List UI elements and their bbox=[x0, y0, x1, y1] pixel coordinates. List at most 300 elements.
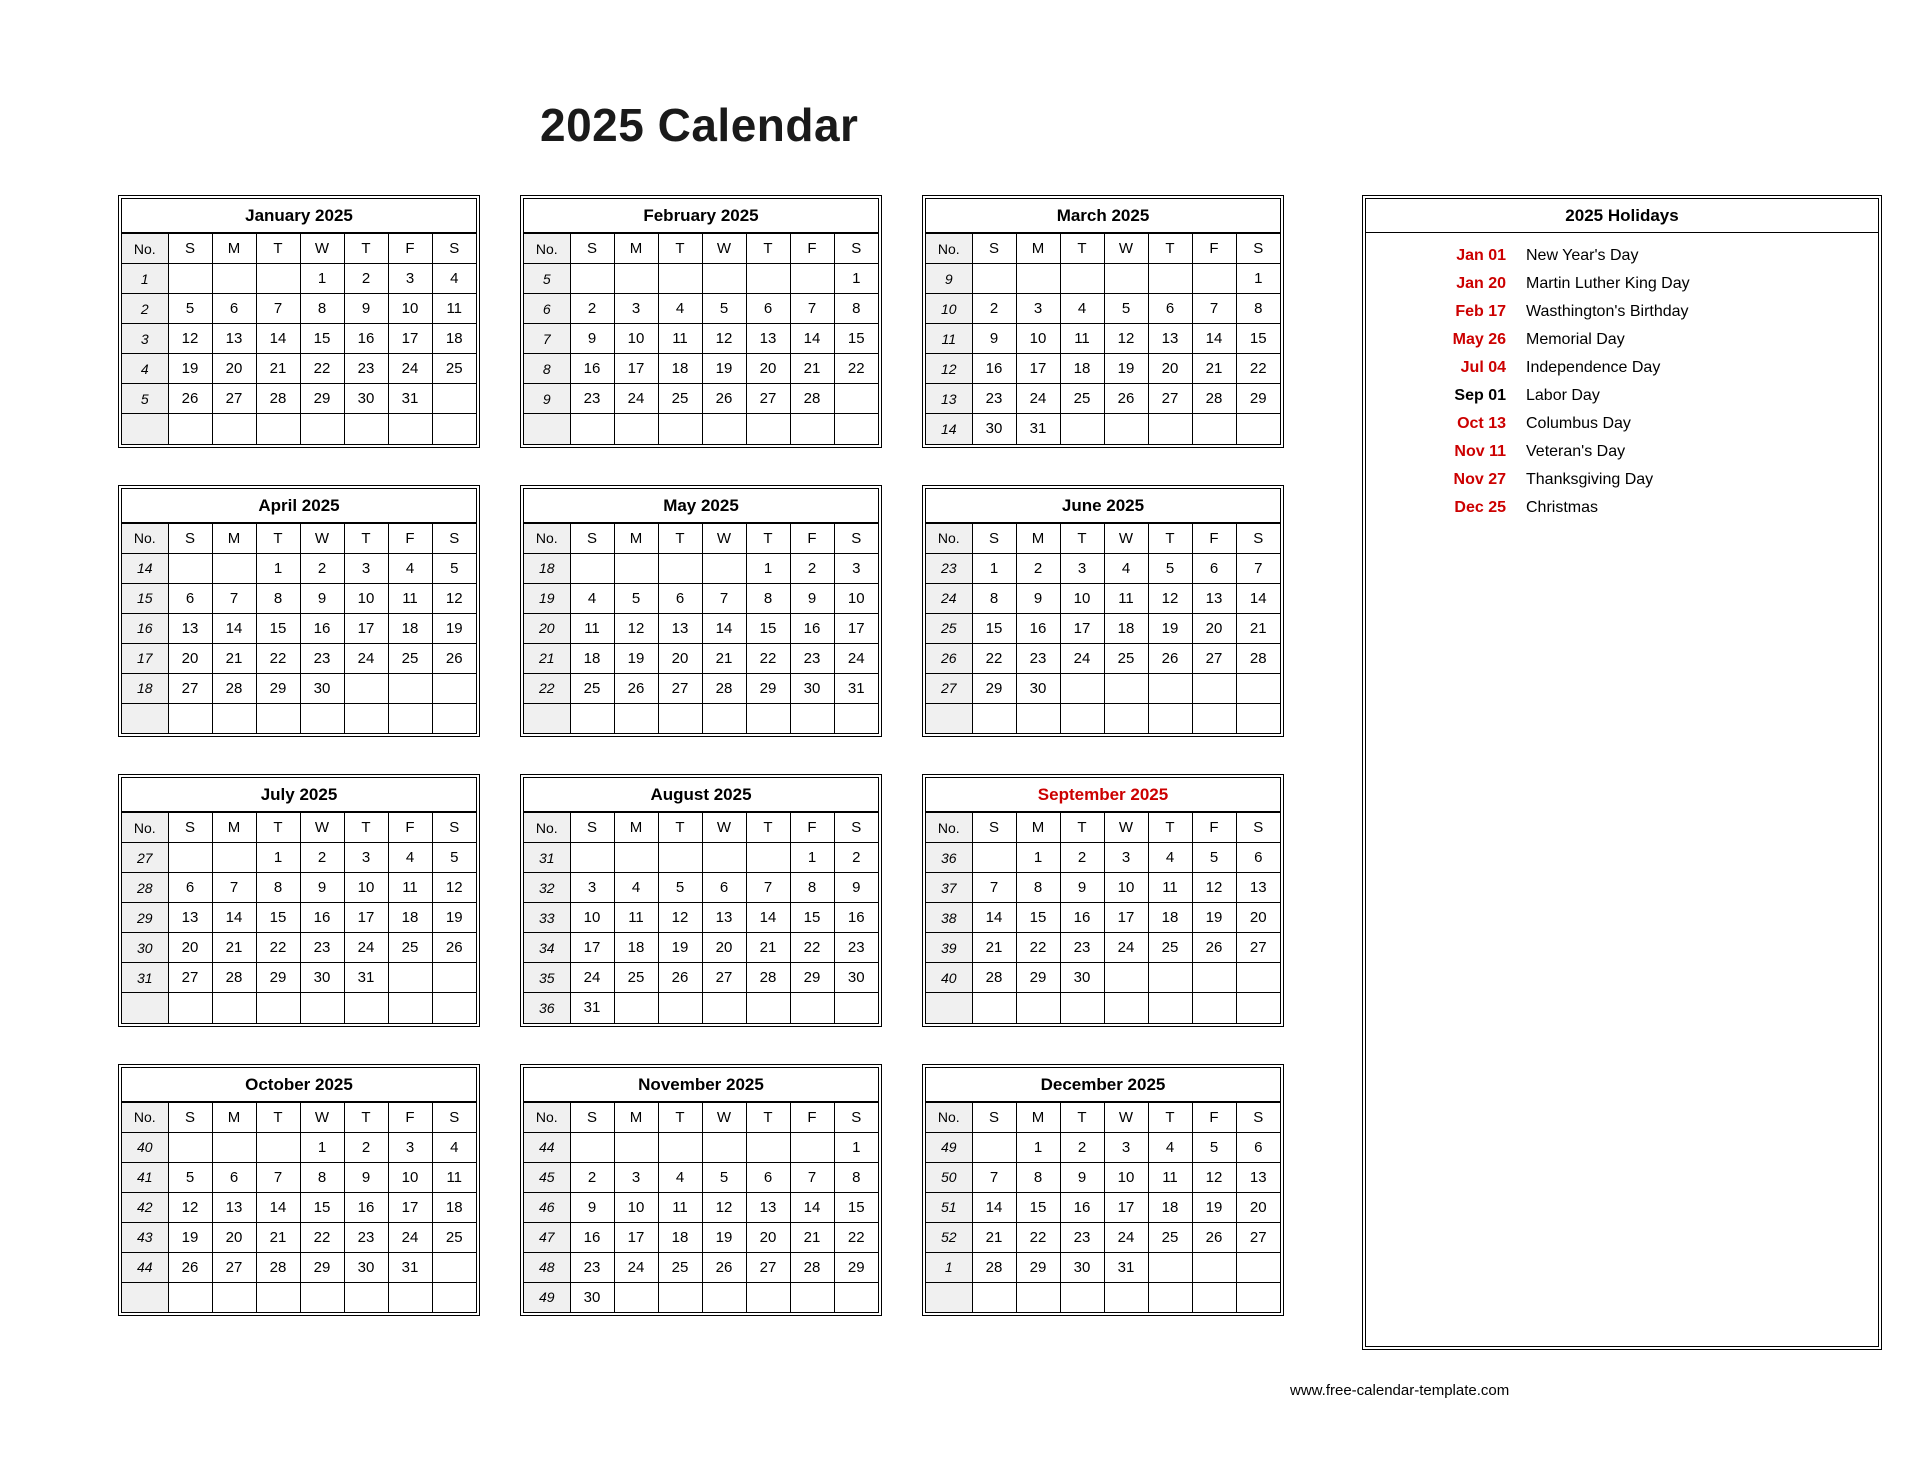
day-cell[interactable]: 6 bbox=[702, 873, 746, 903]
day-cell[interactable]: 26 bbox=[432, 933, 476, 963]
day-cell[interactable]: 27 bbox=[212, 1252, 256, 1282]
day-cell[interactable]: 3 bbox=[614, 1162, 658, 1192]
day-cell[interactable]: 8 bbox=[300, 1162, 344, 1192]
day-cell[interactable]: 20 bbox=[168, 643, 212, 673]
day-cell[interactable]: 3 bbox=[1016, 294, 1060, 324]
day-cell[interactable]: 4 bbox=[1104, 553, 1148, 583]
day-cell[interactable]: 4 bbox=[1060, 294, 1104, 324]
day-cell[interactable] bbox=[658, 993, 702, 1023]
day-cell[interactable]: 1 bbox=[1236, 264, 1280, 294]
day-cell[interactable]: 1 bbox=[300, 264, 344, 294]
day-cell[interactable] bbox=[1148, 963, 1192, 993]
day-cell[interactable] bbox=[658, 264, 702, 294]
day-cell[interactable] bbox=[168, 1132, 212, 1162]
day-cell[interactable]: 6 bbox=[1148, 294, 1192, 324]
day-cell[interactable]: 13 bbox=[168, 903, 212, 933]
day-cell[interactable]: 20 bbox=[1236, 903, 1280, 933]
day-cell[interactable]: 29 bbox=[972, 673, 1016, 703]
day-cell[interactable]: 24 bbox=[570, 963, 614, 993]
day-cell[interactable]: 4 bbox=[388, 553, 432, 583]
day-cell[interactable]: 27 bbox=[658, 673, 702, 703]
day-cell[interactable] bbox=[344, 1282, 388, 1312]
day-cell[interactable]: 7 bbox=[746, 873, 790, 903]
day-cell[interactable] bbox=[702, 264, 746, 294]
day-cell[interactable] bbox=[388, 1282, 432, 1312]
day-cell[interactable]: 26 bbox=[168, 384, 212, 414]
day-cell[interactable]: 15 bbox=[300, 1192, 344, 1222]
day-cell[interactable]: 21 bbox=[1192, 354, 1236, 384]
day-cell[interactable]: 11 bbox=[388, 583, 432, 613]
day-cell[interactable] bbox=[702, 703, 746, 733]
day-cell[interactable] bbox=[972, 843, 1016, 873]
day-cell[interactable]: 29 bbox=[256, 963, 300, 993]
day-cell[interactable] bbox=[1192, 1252, 1236, 1282]
day-cell[interactable]: 13 bbox=[1192, 583, 1236, 613]
day-cell[interactable]: 27 bbox=[1236, 933, 1280, 963]
day-cell[interactable]: 4 bbox=[658, 294, 702, 324]
day-cell[interactable] bbox=[746, 414, 790, 444]
day-cell[interactable]: 1 bbox=[834, 1132, 878, 1162]
day-cell[interactable] bbox=[212, 703, 256, 733]
day-cell[interactable] bbox=[1192, 673, 1236, 703]
day-cell[interactable]: 26 bbox=[1104, 384, 1148, 414]
day-cell[interactable] bbox=[614, 993, 658, 1023]
day-cell[interactable]: 26 bbox=[702, 1252, 746, 1282]
day-cell[interactable]: 28 bbox=[790, 1252, 834, 1282]
day-cell[interactable]: 16 bbox=[570, 354, 614, 384]
day-cell[interactable] bbox=[614, 843, 658, 873]
day-cell[interactable]: 10 bbox=[344, 873, 388, 903]
day-cell[interactable]: 24 bbox=[1060, 643, 1104, 673]
day-cell[interactable]: 29 bbox=[1016, 963, 1060, 993]
day-cell[interactable]: 22 bbox=[972, 643, 1016, 673]
day-cell[interactable]: 20 bbox=[1192, 613, 1236, 643]
day-cell[interactable]: 2 bbox=[344, 1132, 388, 1162]
day-cell[interactable] bbox=[212, 843, 256, 873]
day-cell[interactable] bbox=[1016, 703, 1060, 733]
day-cell[interactable]: 27 bbox=[168, 963, 212, 993]
day-cell[interactable]: 13 bbox=[212, 324, 256, 354]
day-cell[interactable]: 12 bbox=[1104, 324, 1148, 354]
day-cell[interactable]: 4 bbox=[570, 583, 614, 613]
day-cell[interactable]: 9 bbox=[834, 873, 878, 903]
day-cell[interactable] bbox=[702, 843, 746, 873]
day-cell[interactable]: 29 bbox=[790, 963, 834, 993]
day-cell[interactable]: 17 bbox=[388, 324, 432, 354]
day-cell[interactable] bbox=[168, 703, 212, 733]
day-cell[interactable]: 29 bbox=[300, 384, 344, 414]
day-cell[interactable] bbox=[614, 553, 658, 583]
day-cell[interactable]: 18 bbox=[1104, 613, 1148, 643]
day-cell[interactable]: 14 bbox=[256, 324, 300, 354]
day-cell[interactable]: 23 bbox=[834, 933, 878, 963]
day-cell[interactable]: 16 bbox=[300, 613, 344, 643]
day-cell[interactable] bbox=[570, 703, 614, 733]
day-cell[interactable]: 17 bbox=[614, 354, 658, 384]
day-cell[interactable]: 4 bbox=[432, 264, 476, 294]
day-cell[interactable]: 30 bbox=[344, 1252, 388, 1282]
day-cell[interactable] bbox=[300, 414, 344, 444]
day-cell[interactable]: 17 bbox=[570, 933, 614, 963]
day-cell[interactable]: 3 bbox=[388, 1132, 432, 1162]
day-cell[interactable]: 4 bbox=[432, 1132, 476, 1162]
day-cell[interactable]: 8 bbox=[972, 583, 1016, 613]
day-cell[interactable]: 7 bbox=[212, 583, 256, 613]
day-cell[interactable]: 17 bbox=[344, 613, 388, 643]
day-cell[interactable] bbox=[570, 1132, 614, 1162]
day-cell[interactable]: 11 bbox=[614, 903, 658, 933]
day-cell[interactable]: 30 bbox=[1060, 1252, 1104, 1282]
day-cell[interactable] bbox=[168, 843, 212, 873]
day-cell[interactable] bbox=[570, 553, 614, 583]
day-cell[interactable] bbox=[1016, 1282, 1060, 1312]
day-cell[interactable] bbox=[432, 993, 476, 1023]
day-cell[interactable]: 15 bbox=[972, 613, 1016, 643]
day-cell[interactable] bbox=[1060, 993, 1104, 1023]
day-cell[interactable]: 19 bbox=[614, 643, 658, 673]
day-cell[interactable]: 15 bbox=[300, 324, 344, 354]
day-cell[interactable] bbox=[1148, 264, 1192, 294]
day-cell[interactable]: 2 bbox=[972, 294, 1016, 324]
day-cell[interactable]: 21 bbox=[1236, 613, 1280, 643]
day-cell[interactable]: 10 bbox=[1016, 324, 1060, 354]
day-cell[interactable]: 20 bbox=[702, 933, 746, 963]
day-cell[interactable] bbox=[432, 963, 476, 993]
day-cell[interactable]: 16 bbox=[344, 324, 388, 354]
day-cell[interactable]: 21 bbox=[212, 933, 256, 963]
day-cell[interactable]: 24 bbox=[344, 933, 388, 963]
day-cell[interactable] bbox=[702, 1282, 746, 1312]
day-cell[interactable] bbox=[388, 703, 432, 733]
day-cell[interactable] bbox=[1236, 993, 1280, 1023]
day-cell[interactable] bbox=[1148, 993, 1192, 1023]
day-cell[interactable]: 6 bbox=[658, 583, 702, 613]
day-cell[interactable] bbox=[1104, 414, 1148, 444]
day-cell[interactable]: 19 bbox=[168, 354, 212, 384]
day-cell[interactable]: 19 bbox=[432, 903, 476, 933]
day-cell[interactable] bbox=[432, 703, 476, 733]
day-cell[interactable]: 9 bbox=[300, 873, 344, 903]
day-cell[interactable]: 21 bbox=[256, 1222, 300, 1252]
day-cell[interactable] bbox=[168, 414, 212, 444]
day-cell[interactable]: 14 bbox=[790, 324, 834, 354]
day-cell[interactable]: 28 bbox=[790, 384, 834, 414]
day-cell[interactable]: 13 bbox=[212, 1192, 256, 1222]
day-cell[interactable]: 10 bbox=[1104, 873, 1148, 903]
day-cell[interactable]: 21 bbox=[256, 354, 300, 384]
day-cell[interactable] bbox=[1104, 963, 1148, 993]
day-cell[interactable] bbox=[702, 1132, 746, 1162]
day-cell[interactable] bbox=[658, 414, 702, 444]
day-cell[interactable]: 21 bbox=[972, 1222, 1016, 1252]
day-cell[interactable]: 7 bbox=[972, 1162, 1016, 1192]
day-cell[interactable] bbox=[1148, 414, 1192, 444]
day-cell[interactable]: 2 bbox=[1016, 553, 1060, 583]
day-cell[interactable]: 1 bbox=[1016, 843, 1060, 873]
day-cell[interactable] bbox=[570, 843, 614, 873]
day-cell[interactable]: 9 bbox=[790, 583, 834, 613]
day-cell[interactable]: 14 bbox=[790, 1192, 834, 1222]
day-cell[interactable]: 10 bbox=[1104, 1162, 1148, 1192]
day-cell[interactable]: 8 bbox=[1016, 1162, 1060, 1192]
day-cell[interactable]: 2 bbox=[570, 1162, 614, 1192]
day-cell[interactable]: 9 bbox=[570, 324, 614, 354]
day-cell[interactable] bbox=[256, 264, 300, 294]
day-cell[interactable]: 3 bbox=[388, 264, 432, 294]
day-cell[interactable] bbox=[790, 703, 834, 733]
day-cell[interactable]: 30 bbox=[834, 963, 878, 993]
day-cell[interactable]: 23 bbox=[570, 1252, 614, 1282]
day-cell[interactable]: 29 bbox=[1016, 1252, 1060, 1282]
day-cell[interactable]: 2 bbox=[300, 843, 344, 873]
day-cell[interactable]: 6 bbox=[746, 1162, 790, 1192]
day-cell[interactable]: 11 bbox=[658, 1192, 702, 1222]
day-cell[interactable] bbox=[834, 993, 878, 1023]
day-cell[interactable]: 13 bbox=[746, 1192, 790, 1222]
day-cell[interactable] bbox=[790, 1282, 834, 1312]
day-cell[interactable]: 31 bbox=[834, 673, 878, 703]
day-cell[interactable]: 22 bbox=[300, 1222, 344, 1252]
day-cell[interactable]: 10 bbox=[344, 583, 388, 613]
day-cell[interactable]: 12 bbox=[432, 583, 476, 613]
day-cell[interactable]: 5 bbox=[1192, 843, 1236, 873]
day-cell[interactable]: 3 bbox=[344, 843, 388, 873]
day-cell[interactable]: 12 bbox=[702, 1192, 746, 1222]
day-cell[interactable]: 28 bbox=[256, 384, 300, 414]
day-cell[interactable]: 5 bbox=[168, 1162, 212, 1192]
day-cell[interactable] bbox=[834, 414, 878, 444]
day-cell[interactable] bbox=[1192, 703, 1236, 733]
day-cell[interactable]: 24 bbox=[1104, 1222, 1148, 1252]
day-cell[interactable] bbox=[972, 1132, 1016, 1162]
day-cell[interactable]: 7 bbox=[702, 583, 746, 613]
day-cell[interactable] bbox=[614, 414, 658, 444]
day-cell[interactable]: 23 bbox=[1060, 1222, 1104, 1252]
day-cell[interactable]: 26 bbox=[702, 384, 746, 414]
day-cell[interactable]: 17 bbox=[614, 1222, 658, 1252]
day-cell[interactable]: 22 bbox=[300, 354, 344, 384]
day-cell[interactable]: 23 bbox=[344, 1222, 388, 1252]
day-cell[interactable]: 31 bbox=[388, 384, 432, 414]
day-cell[interactable] bbox=[1148, 1282, 1192, 1312]
day-cell[interactable]: 15 bbox=[1236, 324, 1280, 354]
day-cell[interactable]: 31 bbox=[570, 993, 614, 1023]
day-cell[interactable]: 30 bbox=[972, 414, 1016, 444]
day-cell[interactable]: 12 bbox=[1192, 873, 1236, 903]
day-cell[interactable]: 2 bbox=[834, 843, 878, 873]
day-cell[interactable] bbox=[432, 673, 476, 703]
day-cell[interactable] bbox=[746, 264, 790, 294]
day-cell[interactable] bbox=[746, 703, 790, 733]
day-cell[interactable]: 7 bbox=[1236, 553, 1280, 583]
day-cell[interactable]: 9 bbox=[344, 1162, 388, 1192]
day-cell[interactable]: 9 bbox=[1060, 873, 1104, 903]
day-cell[interactable]: 15 bbox=[1016, 1192, 1060, 1222]
day-cell[interactable]: 6 bbox=[746, 294, 790, 324]
day-cell[interactable]: 1 bbox=[256, 553, 300, 583]
day-cell[interactable]: 11 bbox=[432, 294, 476, 324]
day-cell[interactable] bbox=[834, 703, 878, 733]
day-cell[interactable]: 19 bbox=[1104, 354, 1148, 384]
day-cell[interactable]: 27 bbox=[168, 673, 212, 703]
day-cell[interactable] bbox=[614, 1132, 658, 1162]
day-cell[interactable] bbox=[1060, 414, 1104, 444]
day-cell[interactable]: 21 bbox=[790, 354, 834, 384]
day-cell[interactable]: 16 bbox=[1016, 613, 1060, 643]
day-cell[interactable] bbox=[834, 1282, 878, 1312]
day-cell[interactable]: 19 bbox=[168, 1222, 212, 1252]
day-cell[interactable]: 1 bbox=[746, 553, 790, 583]
day-cell[interactable]: 28 bbox=[1236, 643, 1280, 673]
day-cell[interactable]: 5 bbox=[432, 553, 476, 583]
day-cell[interactable] bbox=[344, 993, 388, 1023]
day-cell[interactable]: 3 bbox=[834, 553, 878, 583]
day-cell[interactable]: 24 bbox=[1104, 933, 1148, 963]
day-cell[interactable]: 24 bbox=[388, 354, 432, 384]
day-cell[interactable]: 25 bbox=[658, 384, 702, 414]
day-cell[interactable]: 2 bbox=[790, 553, 834, 583]
day-cell[interactable]: 3 bbox=[570, 873, 614, 903]
day-cell[interactable] bbox=[344, 414, 388, 444]
day-cell[interactable]: 13 bbox=[1236, 1162, 1280, 1192]
day-cell[interactable]: 30 bbox=[1060, 963, 1104, 993]
day-cell[interactable] bbox=[388, 673, 432, 703]
day-cell[interactable]: 17 bbox=[1104, 903, 1148, 933]
day-cell[interactable]: 22 bbox=[1236, 354, 1280, 384]
day-cell[interactable]: 18 bbox=[570, 643, 614, 673]
day-cell[interactable]: 22 bbox=[1016, 933, 1060, 963]
day-cell[interactable]: 3 bbox=[614, 294, 658, 324]
day-cell[interactable] bbox=[1016, 993, 1060, 1023]
day-cell[interactable]: 27 bbox=[1192, 643, 1236, 673]
day-cell[interactable] bbox=[1236, 963, 1280, 993]
day-cell[interactable]: 15 bbox=[1016, 903, 1060, 933]
day-cell[interactable]: 30 bbox=[344, 384, 388, 414]
day-cell[interactable]: 20 bbox=[212, 1222, 256, 1252]
day-cell[interactable]: 27 bbox=[746, 1252, 790, 1282]
day-cell[interactable] bbox=[790, 1132, 834, 1162]
day-cell[interactable]: 21 bbox=[702, 643, 746, 673]
day-cell[interactable]: 23 bbox=[1060, 933, 1104, 963]
day-cell[interactable]: 16 bbox=[1060, 1192, 1104, 1222]
day-cell[interactable]: 22 bbox=[1016, 1222, 1060, 1252]
day-cell[interactable] bbox=[388, 993, 432, 1023]
day-cell[interactable]: 7 bbox=[212, 873, 256, 903]
day-cell[interactable]: 18 bbox=[432, 1192, 476, 1222]
day-cell[interactable]: 8 bbox=[256, 873, 300, 903]
day-cell[interactable]: 2 bbox=[570, 294, 614, 324]
day-cell[interactable]: 11 bbox=[1060, 324, 1104, 354]
day-cell[interactable]: 24 bbox=[614, 384, 658, 414]
day-cell[interactable] bbox=[658, 703, 702, 733]
day-cell[interactable]: 9 bbox=[1016, 583, 1060, 613]
day-cell[interactable]: 28 bbox=[746, 963, 790, 993]
day-cell[interactable] bbox=[1192, 963, 1236, 993]
day-cell[interactable]: 14 bbox=[212, 903, 256, 933]
day-cell[interactable] bbox=[790, 993, 834, 1023]
day-cell[interactable]: 6 bbox=[168, 583, 212, 613]
day-cell[interactable]: 2 bbox=[300, 553, 344, 583]
day-cell[interactable] bbox=[1192, 1282, 1236, 1312]
day-cell[interactable]: 22 bbox=[834, 354, 878, 384]
day-cell[interactable]: 16 bbox=[344, 1192, 388, 1222]
day-cell[interactable]: 10 bbox=[614, 1192, 658, 1222]
day-cell[interactable]: 11 bbox=[658, 324, 702, 354]
day-cell[interactable] bbox=[1148, 1252, 1192, 1282]
day-cell[interactable]: 17 bbox=[344, 903, 388, 933]
day-cell[interactable]: 25 bbox=[1104, 643, 1148, 673]
day-cell[interactable] bbox=[1236, 1252, 1280, 1282]
day-cell[interactable]: 1 bbox=[790, 843, 834, 873]
day-cell[interactable]: 1 bbox=[1016, 1132, 1060, 1162]
day-cell[interactable]: 7 bbox=[790, 294, 834, 324]
day-cell[interactable] bbox=[1104, 993, 1148, 1023]
day-cell[interactable]: 28 bbox=[212, 963, 256, 993]
day-cell[interactable] bbox=[256, 414, 300, 444]
day-cell[interactable] bbox=[212, 264, 256, 294]
day-cell[interactable]: 25 bbox=[432, 1222, 476, 1252]
day-cell[interactable] bbox=[1236, 414, 1280, 444]
day-cell[interactable] bbox=[256, 703, 300, 733]
day-cell[interactable]: 18 bbox=[388, 903, 432, 933]
day-cell[interactable]: 30 bbox=[300, 963, 344, 993]
day-cell[interactable]: 15 bbox=[790, 903, 834, 933]
day-cell[interactable] bbox=[344, 673, 388, 703]
day-cell[interactable]: 30 bbox=[570, 1282, 614, 1312]
day-cell[interactable]: 21 bbox=[972, 933, 1016, 963]
day-cell[interactable]: 23 bbox=[344, 354, 388, 384]
day-cell[interactable]: 15 bbox=[834, 1192, 878, 1222]
day-cell[interactable] bbox=[1236, 703, 1280, 733]
day-cell[interactable]: 11 bbox=[570, 613, 614, 643]
day-cell[interactable]: 20 bbox=[1236, 1192, 1280, 1222]
day-cell[interactable]: 27 bbox=[702, 963, 746, 993]
day-cell[interactable]: 31 bbox=[344, 963, 388, 993]
day-cell[interactable]: 31 bbox=[388, 1252, 432, 1282]
day-cell[interactable]: 9 bbox=[344, 294, 388, 324]
day-cell[interactable]: 19 bbox=[702, 354, 746, 384]
day-cell[interactable] bbox=[746, 843, 790, 873]
day-cell[interactable]: 4 bbox=[1148, 1132, 1192, 1162]
day-cell[interactable] bbox=[168, 264, 212, 294]
day-cell[interactable]: 10 bbox=[388, 1162, 432, 1192]
day-cell[interactable]: 9 bbox=[1060, 1162, 1104, 1192]
day-cell[interactable]: 8 bbox=[746, 583, 790, 613]
day-cell[interactable]: 8 bbox=[834, 294, 878, 324]
day-cell[interactable]: 16 bbox=[790, 613, 834, 643]
day-cell[interactable] bbox=[746, 1132, 790, 1162]
day-cell[interactable]: 20 bbox=[746, 354, 790, 384]
day-cell[interactable]: 21 bbox=[746, 933, 790, 963]
day-cell[interactable] bbox=[256, 1282, 300, 1312]
day-cell[interactable] bbox=[1192, 414, 1236, 444]
day-cell[interactable]: 23 bbox=[972, 384, 1016, 414]
day-cell[interactable]: 20 bbox=[658, 643, 702, 673]
day-cell[interactable] bbox=[1192, 264, 1236, 294]
day-cell[interactable]: 14 bbox=[212, 613, 256, 643]
day-cell[interactable] bbox=[570, 264, 614, 294]
day-cell[interactable]: 13 bbox=[1148, 324, 1192, 354]
day-cell[interactable] bbox=[432, 384, 476, 414]
day-cell[interactable]: 16 bbox=[834, 903, 878, 933]
day-cell[interactable]: 25 bbox=[1148, 1222, 1192, 1252]
day-cell[interactable]: 24 bbox=[388, 1222, 432, 1252]
day-cell[interactable] bbox=[256, 993, 300, 1023]
day-cell[interactable] bbox=[702, 553, 746, 583]
day-cell[interactable]: 17 bbox=[1016, 354, 1060, 384]
day-cell[interactable] bbox=[658, 1132, 702, 1162]
day-cell[interactable]: 19 bbox=[432, 613, 476, 643]
